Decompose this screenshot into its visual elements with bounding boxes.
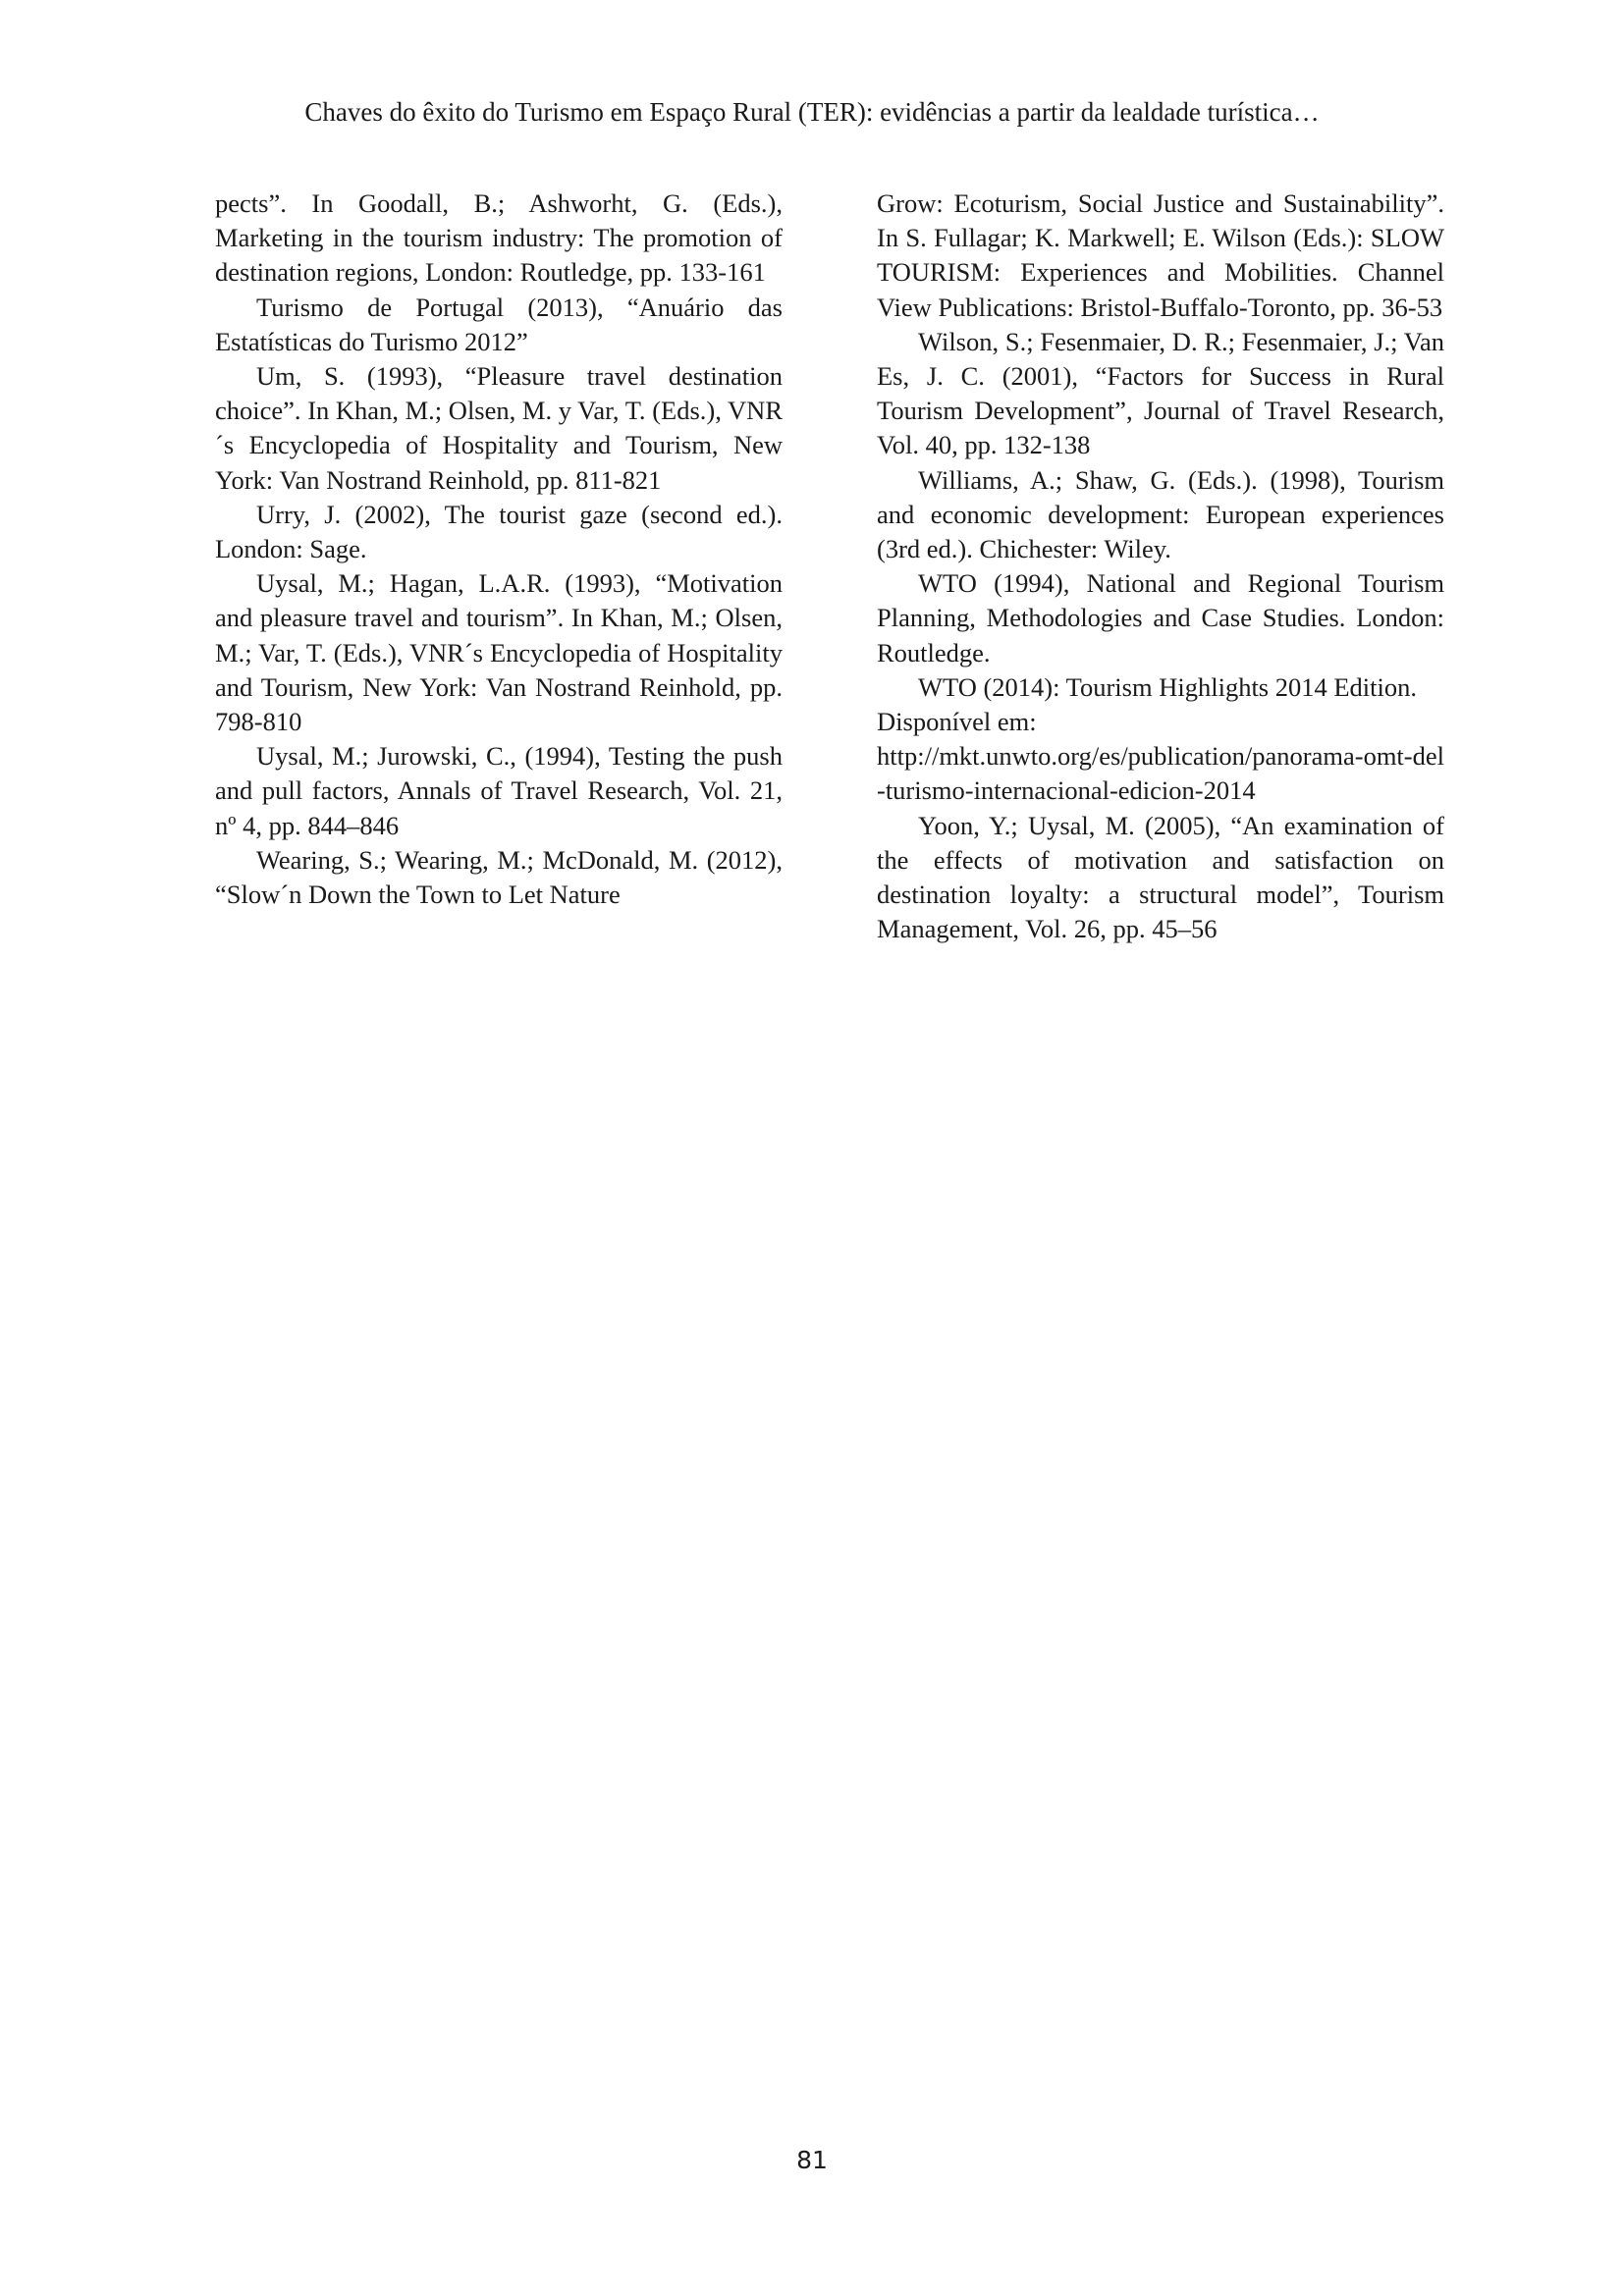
reference-entry: Uysal, M.; Hagan, L.A.R. (1993), “Motivation and pleasure travel and tourism”. In Khan, M.; Olsen, M.; Var, T. (Eds.), VNR´s Encyclopedia of Hospitality and Tourism, New York: Van Nostrand Reinhold, pp. 798-810 [215,568,783,737]
reference-entry-continued: pects”. In Goodall, B.; Ashworht, G. (Eds.), Marketing in the tourism industry: The promotion of destination regions, London: Routledge, pp. 133-161 [215,188,783,288]
reference-entry: Wearing, S.; Wearing, M.; McDonald, M. (2012), “Slow´n Down the Town to Let Nature [215,844,783,910]
reference-entry: Yoon, Y.; Uysal, M. (2005), “An examination of the effects of motivation and satisfaction on destination loyalty: a structural model”, Tourism Management, Vol. 26, pp. 45–56 [877,810,1444,944]
references-column-left [215,187,783,912]
reference-entry: Urry, J. (2002), The tourist gaze (second ed.). London: Sage. [215,499,783,564]
reference-entry: Williams, A.; Shaw, G. (Eds.). (1998), Tourism and economic development: European experiences (3rd ed.). Chichester: Wiley. [877,464,1444,564]
reference-entry: Um, S. (1993), “Pleasure travel destination choice”. In Khan, M.; Olsen, M. y Var, T. (Eds.), VNR´s Encyclopedia of Hospitality and Tourism, New York: Van Nostrand Reinhold, pp. 811-821 [215,361,783,495]
page-number: 81 [796,2146,828,2174]
reference-entry: Wilson, S.; Fesenmaier, D. R.; Fesenmaier, J.; Van Es, J. C. (2001), “Factors for Success in Rural Tourism Development”, Journal of Travel Research, Vol. 40, pp. 132-138 [877,326,1444,460]
reference-entry: WTO (2014): Tourism Highlights 2014 Edition. Disponível em: [877,671,1418,737]
reference-entry-continued: Grow: Ecoturism, Social Justice and Sustainability”. In S. Fullagar; K. Markwell; E. Wilson (Eds.): SLOW TOURISM: Experiences and Mobilities. Channel View Publications: Bristol-Buffalo-Toronto, pp. 36-53 [877,188,1444,322]
reference-entry: WTO (1994), National and Regional Tourism Planning, Methodologies and Case Studies. London: Routledge. [877,568,1444,667]
reference-entry: Turismo de Portugal (2013), “Anuário das Estatísticas do Turismo 2012” [215,292,783,356]
running-header: Chaves do êxito do Turismo em Espaço Rural (TER): evidências a partir da lealdade turística… [304,97,1320,127]
reference-url: http://mkt.unwto.org/es/publication/panorama-omt-del-turismo-internacional-edicion-2014 [877,741,1444,806]
references-column-right [877,187,1444,946]
reference-entry: Uysal, M.; Jurowski, C., (1994), Testing the push and pull factors, Annals of Travel Research, Vol. 21, nº 4, pp. 844–846 [215,741,783,840]
